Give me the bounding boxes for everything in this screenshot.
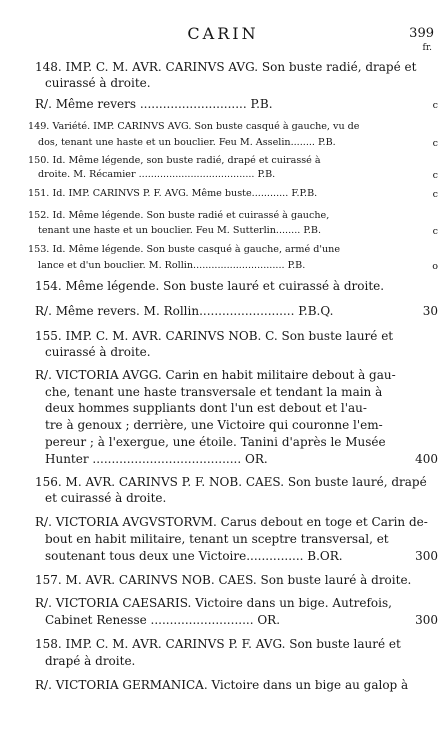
entry-155-reverse-line-2: che, tenant une haste transversale et tendant la main à <box>45 385 383 399</box>
entry-148-reverse: R/. Même revers ............................ P.B. <box>35 97 273 111</box>
entry-157-line-1: 157. M. AVR. CARINVS NOB. CAES. Son buste lauré à droite. <box>35 573 412 587</box>
page-number: 399 <box>409 26 434 41</box>
running-title: CARIN <box>187 24 259 43</box>
entry-151-line-1: 151. Id. IMP. CARINVS P. F. AVG. Même buste............ F.P.B. <box>28 188 318 199</box>
entry-152-line-2: tenant une haste et un bouclier. Feu M. Sutterlin........ P.B. <box>38 225 322 236</box>
entry-152-price: c <box>432 226 438 237</box>
entry-149-line-1: 149. Variété. IMP. CARINVS AVG. Son buste casqué à gauche, vu de <box>28 121 360 132</box>
entry-155-line-1: 155. IMP. C. M. AVR. CARINVS NOB. C. Son buste lauré et <box>35 329 394 343</box>
entry-154-line-1: 154. Même légende. Son buste lauré et cuirassé à droite. <box>35 279 385 293</box>
entry-157-price: 300 <box>415 613 438 627</box>
entry-155-reverse-line-3: deux hommes suppliants dont l'un est debout et l'au- <box>45 401 367 415</box>
entry-152-line-1: 152. Id. Même légende. Son buste radié et cuirassé à gauche, <box>28 210 330 221</box>
entry-148-price: c <box>432 100 438 111</box>
currency-unit: fr. <box>422 43 432 53</box>
entry-155-price: 400 <box>415 452 438 466</box>
entry-158-reverse-line-1: R/. VICTORIA GERMANICA. Victoire dans un bige au galop à <box>35 678 409 692</box>
entry-155-reverse-line-4: tre à genoux ; derrière, une Victoire qui couronne l'em- <box>45 418 383 432</box>
entry-155-line-2: cuirassé à droite. <box>45 345 151 359</box>
entry-155-reverse-line-6: Hunter ....................................... OR. <box>45 452 268 466</box>
entry-156-reverse-line-2: bout en habit militaire, tenant un sceptre transversal, et <box>45 532 389 546</box>
entry-153-price: o <box>432 261 438 272</box>
entry-149-line-2: dos, tenant une haste et un bouclier. Feu M. Asselin........ P.B. <box>38 137 336 148</box>
entry-153-line-2: lance et d'un bouclier. M. Rollin.............................. P.B. <box>38 260 306 271</box>
page-header <box>0 24 446 53</box>
entry-148-line-2: cuirassé à droite. <box>45 76 151 90</box>
entry-157-reverse-line-1: R/. VICTORIA CAESARIS. Victoire dans un bige. Autrefois, <box>35 596 392 610</box>
entry-149-price: c <box>432 138 438 149</box>
entry-156-price: 300 <box>415 549 438 563</box>
entry-155-reverse-line-1: R/. VICTORIA AVGG. Carin en habit militaire debout à gau- <box>35 368 396 382</box>
entry-156-line-1: 156. M. AVR. CARINVS P. F. NOB. CAES. Son buste lauré, drapé <box>35 475 427 489</box>
entry-150-price: c <box>432 170 438 181</box>
entry-150-line-2: droite. M. Récamier ...................................... P.B. <box>38 169 276 180</box>
entry-156-reverse-line-1: R/. VICTORIA AVGVSTORVM. Carus debout en toge et Carin de- <box>35 515 428 529</box>
entry-158-line-1: 158. IMP. C. M. AVR. CARINVS P. F. AVG. Son buste lauré et <box>35 637 401 651</box>
entry-156-line-2: et cuirassé à droite. <box>45 491 167 505</box>
entry-154-reverse: R/. Même revers. M. Rollin......................... P.B.Q. <box>35 304 334 318</box>
entry-157-reverse-line-2: Cabinet Renesse ........................... OR. <box>45 613 281 627</box>
entry-155-reverse-line-5: pereur ; à l'exergue, une étoile. Tanini d'après le Musée <box>45 435 386 449</box>
entry-151-price: c <box>432 189 438 200</box>
entry-158-line-2: drapé à droite. <box>45 654 136 668</box>
entry-148-line-1: 148. IMP. C. M. AVR. CARINVS AVG. Son buste radié, drapé et <box>35 60 417 74</box>
entry-153-line-1: 153. Id. Même légende. Son buste casqué à gauche, armé d'une <box>28 244 341 255</box>
entry-154-price: 30 <box>422 304 438 318</box>
entry-156-reverse-line-3: soutenant tous deux une Victoire............... B.OR. <box>45 549 343 563</box>
entry-150-line-1: 150. Id. Même légende, son buste radié, drapé et cuirassé à <box>28 155 321 166</box>
